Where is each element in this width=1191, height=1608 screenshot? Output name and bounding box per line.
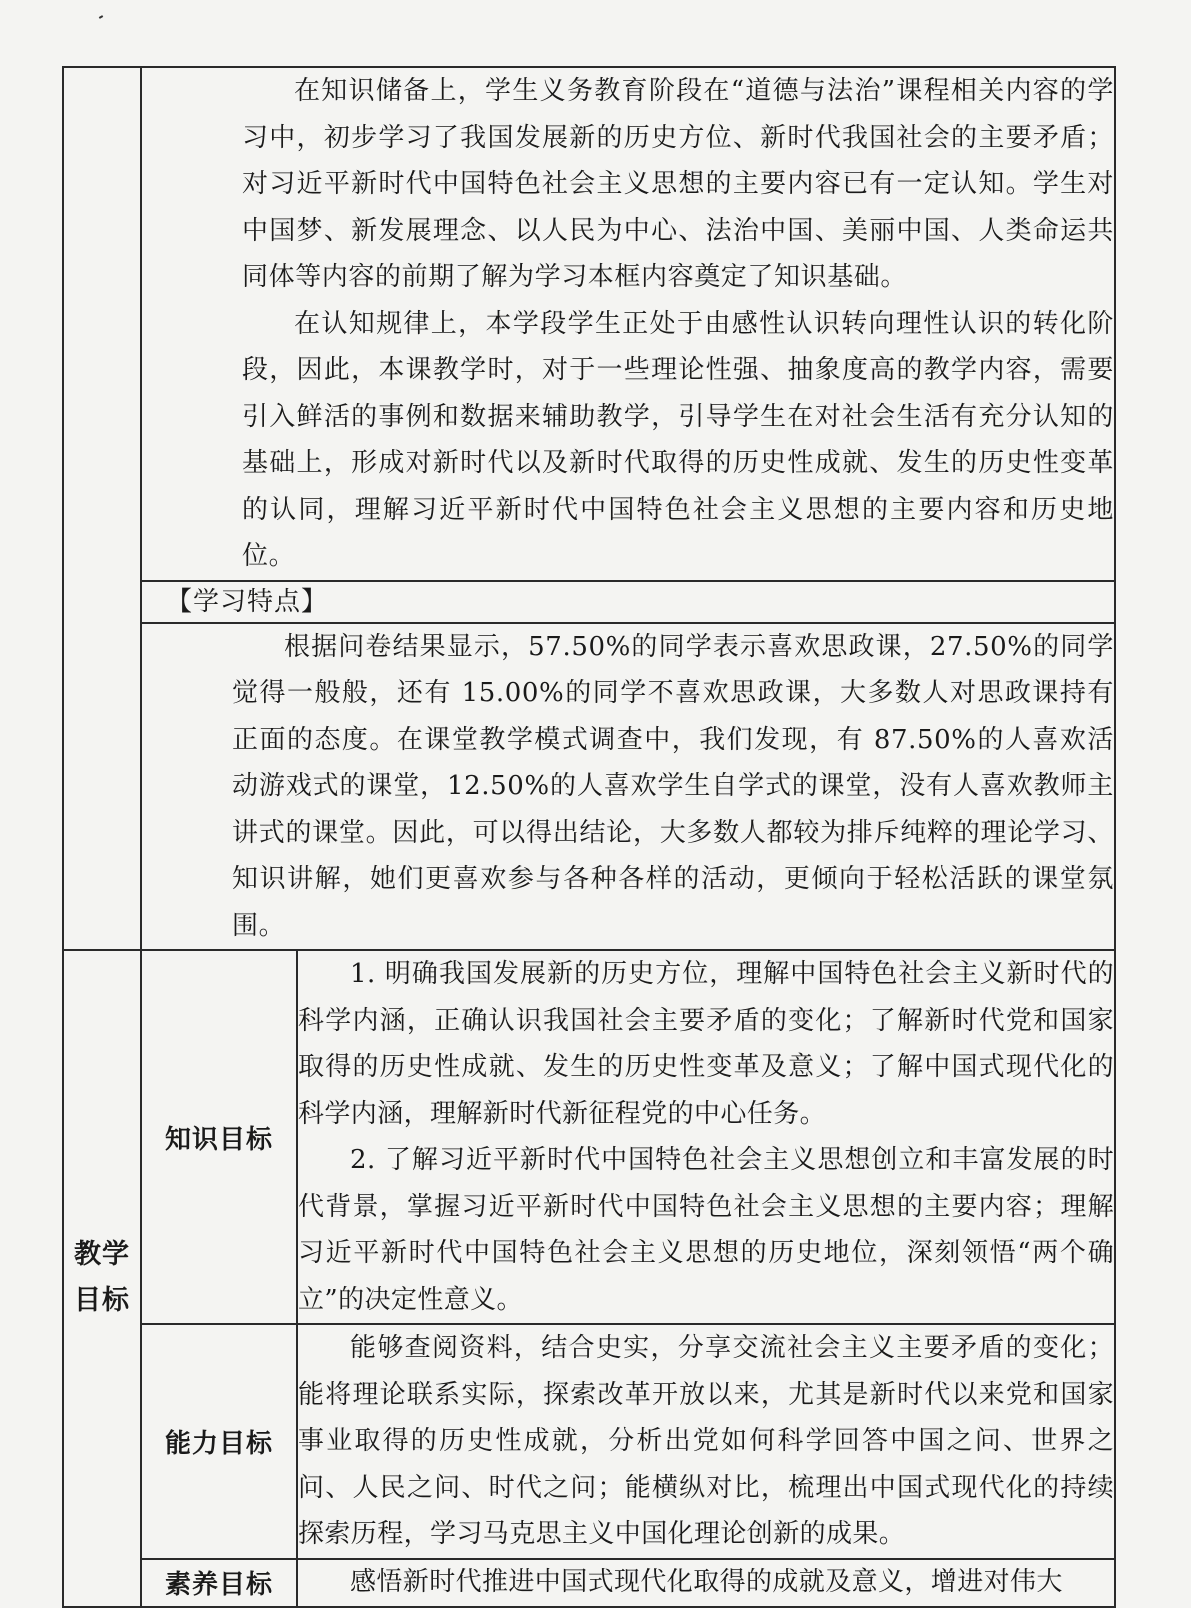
knowledge-reserve-paragraph: 在知识储备上，学生义务教育阶段在“道德与法治”课程相关内容的学习中，初步学习了我国发展新的历史方位、新时代我国社会的主要矛盾；对习近平新时代中国特色社会主义思想的主要内容已有一定认知。学生对中国梦、新发展理念、以人民为中心、法治中国、美丽中国、人类命运共同体等内容的前期了解为学习本框内容奠定了知识基础。	[242, 76, 1114, 292]
cognition-paragraph: 在认知规律上，本学段学生正处于由感性认识转向理性认识的转化阶段，因此，本课教学时，对于一些理论性强、抽象度高的教学内容，需要引入鲜活的事例和数据来辅助教学，引导学生在对社会生活有充分认知的基础上，形成对新时代以及新时代取得的历史性成就、发生的历史性变革的认同，理解习近平新时代中国特色社会主义思想的主要内容和历史地位。	[242, 308, 1114, 571]
analysis-row	[63, 67, 1115, 581]
ability-goal-row	[63, 1324, 1115, 1559]
learning-features-cell	[141, 623, 1115, 951]
lesson-plan-table	[62, 66, 1116, 1608]
ability-goal-label: 能力目标	[141, 1324, 297, 1559]
knowledge-goal-item-1: 1. 明确我国发展新的历史方位，理解中国特色社会主义新时代的科学内涵，正确认识我国社会主要矛盾的变化；了解新时代党和国家取得的历史性成就、发生的历史性变革及意义；了解中国式现代化的科学内涵，理解新时代新征程党的中心任务。	[298, 959, 1114, 1129]
learning-features-heading-row	[63, 581, 1115, 623]
analysis-cell	[141, 67, 1115, 581]
literacy-goal-row	[63, 1559, 1115, 1607]
learning-features-heading: 【学习特点】	[166, 586, 329, 617]
ability-goal-text-cell	[297, 1324, 1115, 1559]
literacy-goal-text: 感悟新时代推进中国式现代化取得的成就及意义，增进对伟大	[350, 1566, 1063, 1597]
learning-features-row	[63, 623, 1115, 951]
knowledge-goal-label: 知识目标	[141, 950, 297, 1324]
teaching-goals-label-cell	[63, 950, 141, 1607]
teaching-goals-label-line1: 教学	[74, 1239, 130, 1271]
left-blank-cell	[63, 67, 141, 950]
ability-goal-text: 能够查阅资料，结合史实，分享交流社会主义主要矛盾的变化；能将理论联系实际，探索改革开放以来，尤其是新时代以来党和国家事业取得的历史性成就，分析出党如何科学回答中国之问、世界之问、人民之问、时代之问；能横纵对比，梳理出中国式现代化的持续探索历程，学习马克思主义中国化理论创新的成果。	[298, 1333, 1114, 1549]
literacy-goal-text-cell	[297, 1559, 1115, 1607]
knowledge-goal-item-2: 2. 了解习近平新时代中国特色社会主义思想创立和丰富发展的时代背景，掌握习近平新时代中国特色社会主义思想的主要内容；理解习近平新时代中国特色社会主义思想的历史地位，深刻领悟“两个确立”的决定性意义。	[298, 1145, 1114, 1315]
teaching-goals-label-line2: 目标	[74, 1285, 130, 1317]
knowledge-goal-text-cell	[297, 950, 1115, 1324]
learning-features-paragraph: 根据问卷结果显示，57.50%的同学表示喜欢思政课，27.50%的同学觉得一般般，还有 15.00%的同学不喜欢思政课，大多数人对思政课持有正面的态度。在课堂教学模式调查中，我们发现，有 87.50%的人喜欢活动游戏式的课堂，12.50%的人喜欢学生自学式的课堂，没有人喜欢教师主讲式的课堂。因此，可以得出结论，大多数人都较为排斥纯粹的理论学习、知识讲解，她们更喜欢参与各种各样的活动，更倾向于轻松活跃的课堂氛围。	[232, 631, 1114, 941]
learning-features-heading-cell	[141, 581, 1115, 623]
scan-mark	[99, 15, 103, 19]
knowledge-goal-row	[63, 950, 1115, 1324]
literacy-goal-label: 素养目标	[141, 1559, 297, 1607]
